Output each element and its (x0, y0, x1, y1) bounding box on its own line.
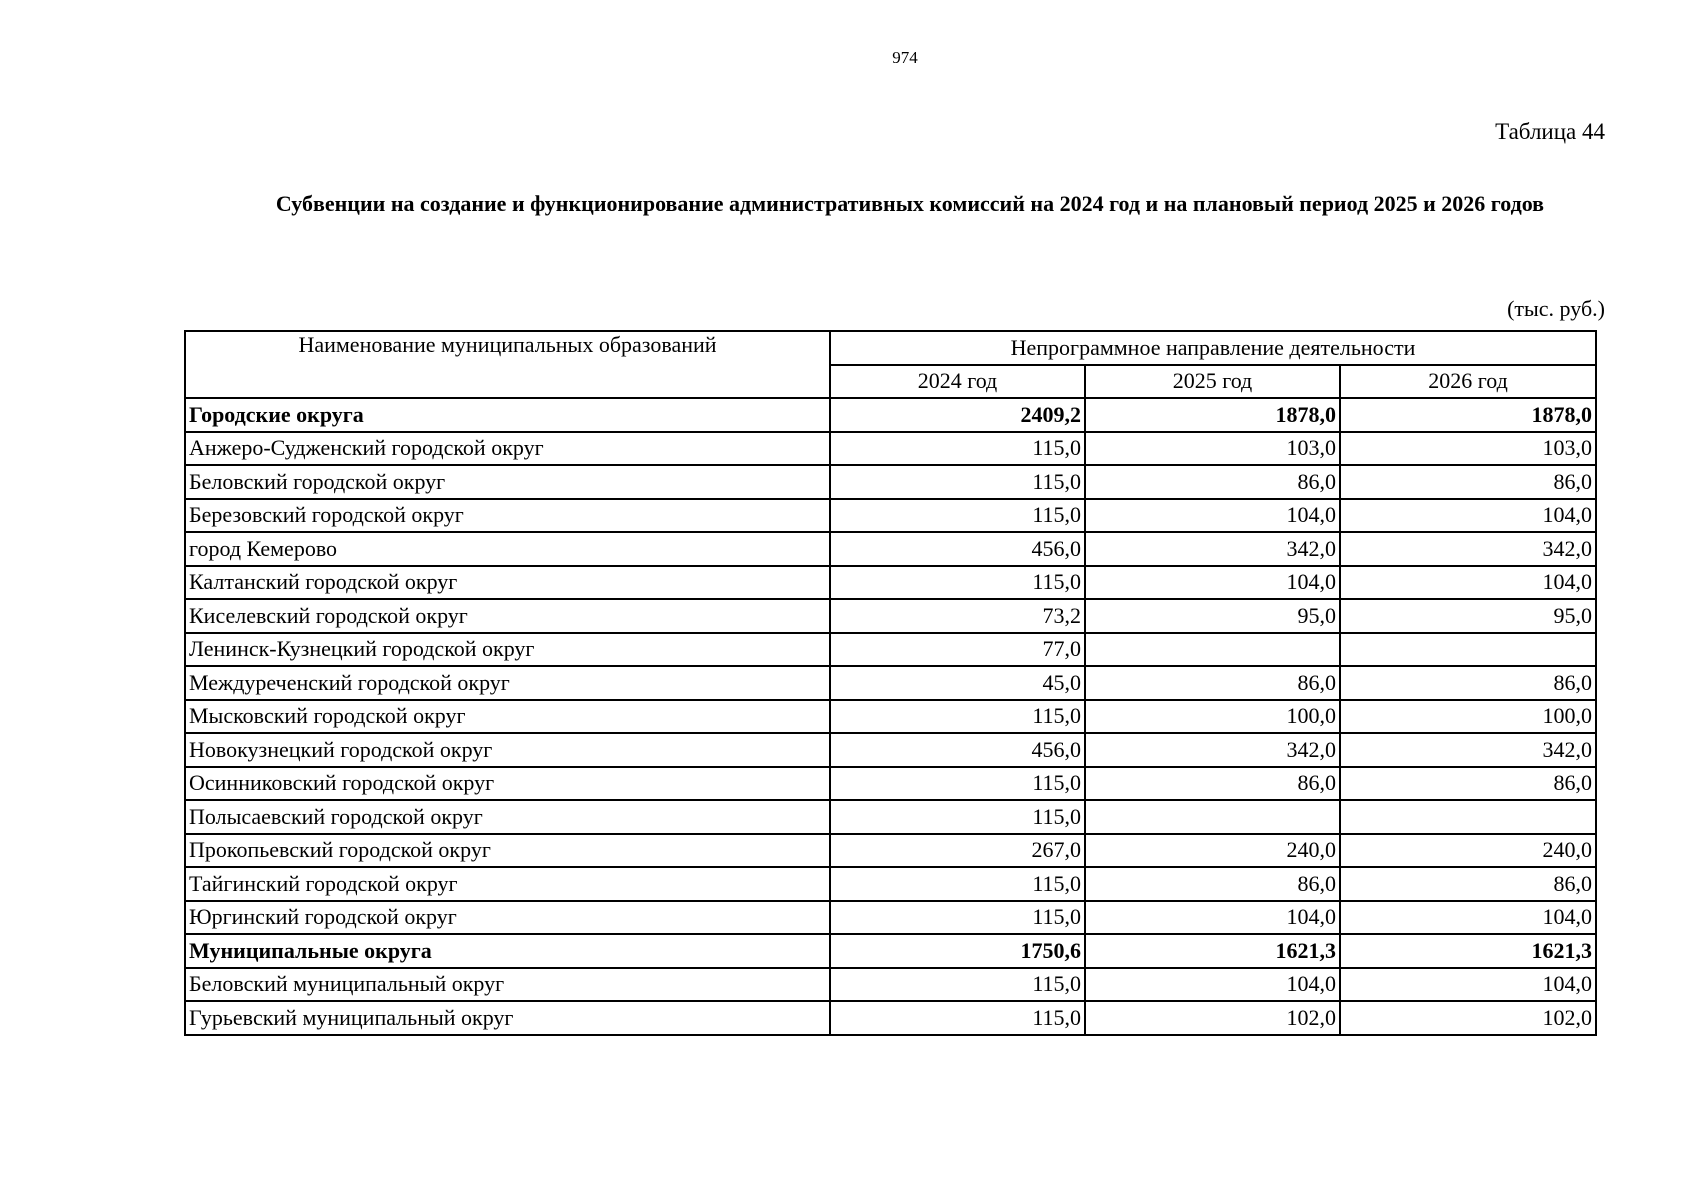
header-year-2026: 2026 год (1340, 365, 1596, 399)
table-row (185, 599, 1596, 633)
header-row-top (185, 331, 1596, 365)
table-group-row (185, 934, 1596, 968)
cell-municipality-name: Калтанский городской округ (185, 566, 830, 600)
cell-municipality-name: Киселевский городской округ (185, 599, 830, 633)
cell-value-2026: 86,0 (1340, 767, 1596, 801)
header-activity-direction: Непрограммное направление деятельности (830, 331, 1596, 365)
cell-value-2024: 115,0 (830, 968, 1085, 1002)
cell-value-2024: 115,0 (830, 800, 1085, 834)
cell-municipality-name: Ленинск-Кузнецкий городской округ (185, 633, 830, 667)
cell-value-2026: 103,0 (1340, 432, 1596, 466)
cell-municipality-name: Анжеро-Судженский городской округ (185, 432, 830, 466)
cell-municipality-name: Мысковский городской округ (185, 700, 830, 734)
cell-municipality-name: Осинниковский городской округ (185, 767, 830, 801)
header-year-2025: 2025 год (1085, 365, 1340, 399)
cell-value-2025 (1085, 800, 1340, 834)
cell-value-2025: 240,0 (1085, 834, 1340, 868)
cell-value-2024: 2409,2 (830, 398, 1085, 432)
cell-municipality-name: Городские округа (185, 398, 830, 432)
cell-value-2025: 1621,3 (1085, 934, 1340, 968)
cell-value-2024: 115,0 (830, 432, 1085, 466)
cell-value-2026: 86,0 (1340, 867, 1596, 901)
cell-value-2024: 456,0 (830, 733, 1085, 767)
cell-value-2026: 95,0 (1340, 599, 1596, 633)
table-row (185, 867, 1596, 901)
table-group-row (185, 398, 1596, 432)
cell-value-2024: 77,0 (830, 633, 1085, 667)
cell-value-2024: 73,2 (830, 599, 1085, 633)
cell-value-2024: 115,0 (830, 700, 1085, 734)
cell-value-2026: 104,0 (1340, 968, 1596, 1002)
cell-value-2026: 1621,3 (1340, 934, 1596, 968)
cell-value-2025: 104,0 (1085, 566, 1340, 600)
cell-value-2024: 115,0 (830, 767, 1085, 801)
cell-value-2025: 86,0 (1085, 465, 1340, 499)
header-municipality-name: Наименование муниципальных образований (185, 331, 830, 398)
header-year-2024: 2024 год (830, 365, 1085, 399)
table-body (185, 398, 1596, 1035)
cell-value-2026: 342,0 (1340, 532, 1596, 566)
table-row (185, 465, 1596, 499)
cell-value-2025: 104,0 (1085, 901, 1340, 935)
cell-municipality-name: Юргинский городской округ (185, 901, 830, 935)
cell-municipality-name: Гурьевский муниципальный округ (185, 1001, 830, 1035)
cell-value-2026: 240,0 (1340, 834, 1596, 868)
cell-value-2026: 1878,0 (1340, 398, 1596, 432)
table-row (185, 633, 1596, 667)
cell-municipality-name: город Кемерово (185, 532, 830, 566)
table-row (185, 566, 1596, 600)
cell-value-2025: 102,0 (1085, 1001, 1340, 1035)
cell-value-2024: 45,0 (830, 666, 1085, 700)
table-row (185, 800, 1596, 834)
cell-municipality-name: Прокопьевский городской округ (185, 834, 830, 868)
table-row (185, 834, 1596, 868)
cell-municipality-name: Новокузнецкий городской округ (185, 733, 830, 767)
cell-municipality-name: Тайгинский городской округ (185, 867, 830, 901)
cell-value-2026: 104,0 (1340, 499, 1596, 533)
table-row (185, 499, 1596, 533)
cell-value-2026: 102,0 (1340, 1001, 1596, 1035)
table-row (185, 1001, 1596, 1035)
cell-value-2025: 100,0 (1085, 700, 1340, 734)
cell-value-2025: 342,0 (1085, 532, 1340, 566)
cell-value-2026: 104,0 (1340, 901, 1596, 935)
cell-value-2025: 103,0 (1085, 432, 1340, 466)
cell-value-2025 (1085, 633, 1340, 667)
subventions-table (184, 330, 1597, 1036)
cell-municipality-name: Муниципальные округа (185, 934, 830, 968)
table-row (185, 666, 1596, 700)
table-row (185, 700, 1596, 734)
cell-value-2026: 100,0 (1340, 700, 1596, 734)
cell-municipality-name: Беловский городской округ (185, 465, 830, 499)
table-row (185, 733, 1596, 767)
cell-value-2024: 115,0 (830, 867, 1085, 901)
cell-municipality-name: Березовский городской округ (185, 499, 830, 533)
cell-value-2024: 115,0 (830, 499, 1085, 533)
cell-municipality-name: Полысаевский городской округ (185, 800, 830, 834)
units-note: (тыс. руб.) (1507, 296, 1605, 321)
cell-value-2026 (1340, 633, 1596, 667)
cell-value-2024: 115,0 (830, 901, 1085, 935)
cell-value-2026: 104,0 (1340, 566, 1596, 600)
cell-value-2025: 86,0 (1085, 666, 1340, 700)
table-row (185, 901, 1596, 935)
cell-value-2024: 115,0 (830, 465, 1085, 499)
cell-value-2024: 115,0 (830, 1001, 1085, 1035)
document-title: Субвенции на создание и функционирование административных комиссий на 2024 год и на плановый период 2025 и 2026 годов (275, 191, 1545, 216)
cell-value-2025: 86,0 (1085, 867, 1340, 901)
cell-value-2026: 342,0 (1340, 733, 1596, 767)
page-number: 974 (892, 48, 918, 67)
cell-value-2026: 86,0 (1340, 465, 1596, 499)
table-row (185, 432, 1596, 466)
cell-municipality-name: Беловский муниципальный округ (185, 968, 830, 1002)
cell-value-2025: 95,0 (1085, 599, 1340, 633)
table-row (185, 767, 1596, 801)
table-row (185, 532, 1596, 566)
cell-value-2025: 86,0 (1085, 767, 1340, 801)
cell-value-2024: 115,0 (830, 566, 1085, 600)
cell-value-2026: 86,0 (1340, 666, 1596, 700)
cell-value-2025: 342,0 (1085, 733, 1340, 767)
cell-municipality-name: Междуреченский городской округ (185, 666, 830, 700)
cell-value-2026 (1340, 800, 1596, 834)
table-row (185, 968, 1596, 1002)
cell-value-2025: 1878,0 (1085, 398, 1340, 432)
cell-value-2024: 267,0 (830, 834, 1085, 868)
cell-value-2024: 1750,6 (830, 934, 1085, 968)
cell-value-2024: 456,0 (830, 532, 1085, 566)
cell-value-2025: 104,0 (1085, 499, 1340, 533)
table-label: Таблица 44 (1495, 119, 1605, 144)
cell-value-2025: 104,0 (1085, 968, 1340, 1002)
